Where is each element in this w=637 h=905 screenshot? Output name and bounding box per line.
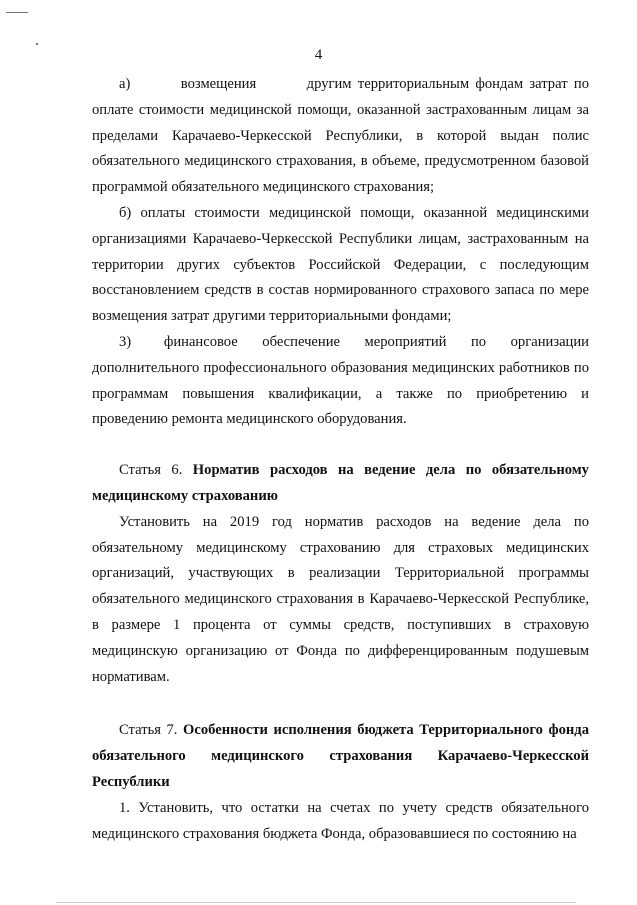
- document-body: [92, 72, 589, 847]
- article-6-title: Норматив расходов на ведение дела по обязательному медицинскому страхованию: [92, 462, 589, 504]
- article-7-label: Статья 7.: [119, 722, 178, 739]
- scan-artifact-top-left: [6, 12, 28, 13]
- list-item-3-continuation: дополнительного профессионального образования медицинских работников по программам повышения квалификации, а также по приобретению и проведению ремонта медицинского оборудования.: [92, 359, 589, 428]
- article-6-heading: [92, 458, 589, 510]
- section-gap: [92, 690, 589, 718]
- list-item-3-first-line: 3) финансовое обеспечение мероприятий по организации: [119, 333, 589, 350]
- article-7-body: 1. Установить, что остатки на счетах по учету средств обязательного медицинского страхования бюджета Фонда, образовавшиеся по состоянию на: [92, 799, 589, 842]
- section-gap: [92, 433, 589, 458]
- article-6-label: Статья 6.: [119, 462, 183, 479]
- list-item-a-first-line: а) возмещения другим территориальным фондам затрат по: [119, 76, 589, 92]
- article-7-title: Особенности исполнения бюджета Территориального фонда обязательного медицинского страхования Карачаево-Черкесской Республики: [92, 722, 589, 790]
- list-item-b: б) оплаты стоимости медицинской помощи, оказанной медицинскими организациями Карачаево-Черкесской Республики лицам, застрахованным на территории других субъектов Российской Федерации, с последующим восстановлением средств в состав нормированного страхового запаса по мере возмещения затрат другими территориальными фондами;: [92, 204, 589, 325]
- article-6-body: Установить на 2019 год норматив расходов на ведение дела по обязательному медицинскому страхованию для страховых медицинских организаций, участвующих в реализации Территориальной программы обязательного медицинского страхования в Карачаево-Черкесской Республике, в размере 1 процента от суммы средств, поступивших в страховую медицинскую организацию от Фонда по дифференцированным подушевым нормативам.: [92, 513, 589, 685]
- list-item-a-continuation: оплате стоимости медицинской помощи, оказанной застрахованным лицам за пределами Карачаево-Черкесской Республики, в которой выдан полис обязательного медицинского страхования, в объеме, предусмотренном базовой программой обязательного медицинского страхования;: [92, 101, 589, 196]
- scan-artifact-bottom: [56, 902, 576, 903]
- article-7-heading: [92, 718, 589, 795]
- page-number: 4: [314, 47, 323, 63]
- scan-artifact-dot: [36, 43, 38, 45]
